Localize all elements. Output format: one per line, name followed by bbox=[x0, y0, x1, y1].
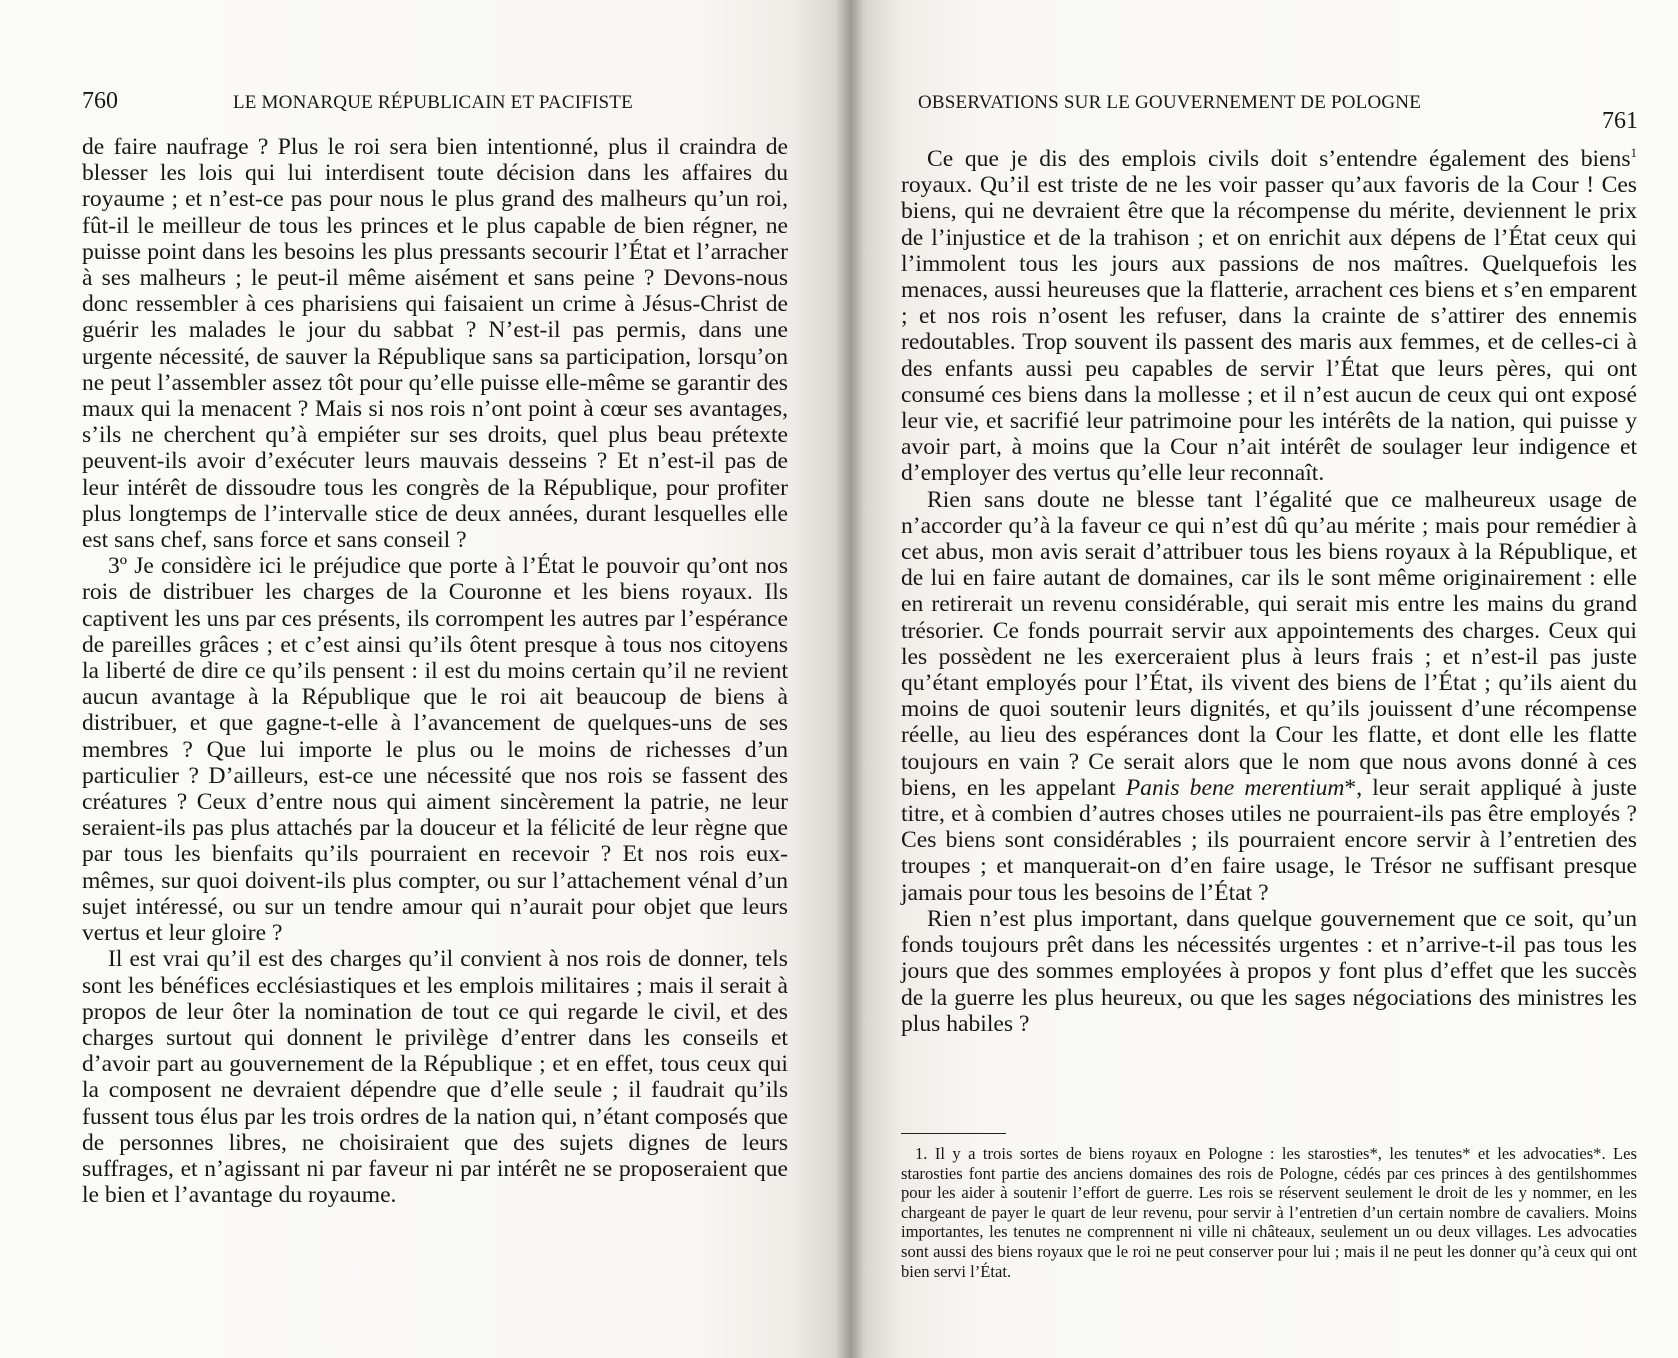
paragraph-text: Rien sans doute ne blesse tant l’égalité que ce malheureux usage de n’accorder qu’à la faveur ce qui n’est dû qu’au mérite ; mais pour remédier à cet abus, mon avis serait d’attribuer tous les biens royaux à la République, et de lui en faire autant de domaines, car ils le sont même originairement : elle en retirerait un revenu considérable, qui serait mis entre les mains du grand trésorier. Ce fonds pourrait servir aux appointements des charges. Ceux qui les possèdent ne les exerceraient plus à leurs frais ; et n’est-il pas juste qu’étant employés pour l’État, ils vivent des biens de l’État ; qu’ils aient du moins de quoi soutenir leurs dignités, et qu’ils jouissent d’une récompense réelle, au lieu des espérances dont la Cour les flatte, et dont elle les flatte toujours en vain ? Ce serait alors que le nom que nous avons donné à ces biens, en les appelant bbox=[901, 486, 1637, 801]
footnote-rule bbox=[901, 1133, 1006, 1134]
running-head: LE MONARQUE RÉPUBLICAIN ET PACIFISTE bbox=[233, 92, 633, 113]
paragraph bbox=[901, 487, 1637, 906]
paragraph-text: royaux. Qu’il est triste de ne les voir passer qu’aux favoris de la Cour ! Ces biens, qui ne devraient être que la récompense du mérite, deviennent le prix de l’injustice et de la trahison ; et on enrichit aux dépens de l’État ceux qui l’immolent tous les jours aux passions de nos maîtres. Quelquefois les menaces, aussi heureuses que la flatterie, arrachent ces biens et s’en emparent ; et nos rois n’osent les refuser, dans la crainte de s’attirer des ennemis redoutables. Trop souvent ils passent des maris aux femmes, et de celles-ci à des enfants aussi peu capables de servir l’État que leurs pères, qui ont consumé ces biens dans la mollesse ; et il n’est aucun de ceux qui ont exposé leur vie, et sacrifié leur patrimoine pour les intérêts de la nation, qui puisse y avoir part, à moins que la Cour n’ait intérêt de soulager leur indigence et d’employer des vertus qu’elle leur reconnaît. bbox=[901, 172, 1637, 487]
paragraph: Il est vrai qu’il est des charges qu’il convient à nos rois de donner, tels sont les bénéfices ecclésiastiques et les emplois militaires ; mais il serait à propos de leur ôter la nomination de tout ce qui regarde le civil, et des charges surtout qui donnent le privilège d’entrer dans les conseils et d’avoir part au gouvernement de la République ; et en effet, tous ceux qui la composent ne devraient dépendre que d’elle seule ; il faudrait qu’ils fussent tous élus par les trois ordres de la nation qui, n’étant composés que de personnes libres, ne choisiraient que des sujets dignes de leurs suffrages, et n’agissant ni par faveur ni par intérêt ne se proposeraient que le bien et l’avantage du royaume. bbox=[82, 946, 788, 1209]
paragraph-text: *, leur serait appliqué à juste titre, et à combien d’autres choses utiles ne pourraient-ils pas être employés ? Ces biens sont considérables ; ils pourraient encore servir à l’entretien des troupes ; et manquerait-on d’en faire usage, le Trésor ne suffisant presque jamais pour tous les besoins de l’État ? bbox=[901, 774, 1637, 906]
footnote: 1. Il y a trois sortes de biens royaux en Pologne : les starosties*, les tenutes* et les advocaties*. Les starosties font partie des anciens domaines des rois de Pologne, cédés par ces princes à des gentilshommes pour les aider à soutenir l’effort de guerre. Les rois se réservent seulement le droit de les y nommer, en les chargeant de payer le quart de leur revenu, pour servir à l’entretien d’un certain nombre de cavaliers. Moins importantes, les tenutes ne comprennent ni ville ni châteaux, seulement un ou deux villages. Les advocaties sont aussi des biens royaux que le roi ne peut conserver pour lui ; mais il ne peut les donner qu’à ceux qui ont bien servi l’État. bbox=[901, 1144, 1637, 1281]
page-number: 761 bbox=[1602, 108, 1638, 134]
latin-phrase: Panis bene merentium bbox=[1125, 774, 1345, 801]
right-page bbox=[850, 0, 1678, 1358]
paragraph-text: Ce que je dis des emplois civils doit s’entendre également des biens bbox=[927, 146, 1631, 172]
running-head: OBSERVATIONS SUR LE GOUVERNEMENT DE POLOGNE bbox=[918, 92, 1422, 113]
paragraph: de faire naufrage ? Plus le roi sera bien intentionné, plus il craindra de blesser les lois qui lui interdisent toute décision dans les affaires du royaume ; et n’est-ce pas pour nous le plus grand des malheurs qu’un roi, fût-il le meilleur de tous les princes et le plus capable de bien régner, ne puisse point dans les besoins les plus pressants secourir l’État et l’arracher à ses malheurs ; le peut-il même aisément et sans peine ? Devons-nous donc ressembler à ces pharisiens qui faisaient un crime à Jésus-Christ de guérir les malades le jour du sabbat ? N’est-il pas permis, dans une urgente nécessité, de sauver la République sans sa participation, lorsqu’on ne peut l’assembler assez tôt pour qu’elle puisse elle-même se garantir des maux qui la menacent ? Mais si nos rois n’ont point à cœur ses avantages, s’ils ne cherchent qu’à empiéter sur ses droits, quel plus beau prétexte peuvent-ils avoir d’exécuter leurs mauvais desseins ? Et n’est-il pas de leur intérêt de dissoudre tous les congrès de la République, pour profiter plus longtemps de l’intervalle stice de deux années, durant lesquelles elle est sans chef, sans force et sans conseil ? bbox=[82, 134, 788, 554]
paragraph: Rien n’est plus important, dans quelque gouvernement que ce soit, qu’un fonds toujours prêt dans les nécessités urgentes : et n’arrive-t-il pas tous les jours que des sommes employées à propos y font plus d’effet que les succès de la guerre les plus heureux, ou que les sages négociations des ministres les plus habiles ? bbox=[901, 905, 1637, 1037]
paragraph: 3º Je considère ici le préjudice que porte à l’État le pouvoir qu’ont nos rois de distribuer les charges de la Couronne et les biens royaux. Ils captivent les uns par ces présents, ils corrompent les autres par l’espérance de pareilles grâces ; et c’est ainsi qu’ils ôtent presque à tous nos citoyens la liberté de dire ce qu’ils pensent : il est du moins certain qu’il ne revient aucun avantage à la République que le roi ait beaucoup de biens à distribuer, et que gagne-t-elle à l’avancement de quelques-uns de ses membres ? Que lui importe le plus ou le moins de richesses d’un particulier ? D’ailleurs, est-ce une nécessité que nos rois se fassent des créatures ? Ceux d’entre nous qui aiment sincèrement la patrie, ne leur seraient-ils pas plus attachés par la douceur et la félicité de leur règne que par tous les bienfaits qu’ils pourraient en recevoir ? Et nos rois eux-mêmes, sur quoi doivent-ils plus compter, ou sur l’attachement vénal d’un sujet intéressé, ou sur un tendre amour qui n’aurait pour objet que leurs vertus et leur gloire ? bbox=[82, 553, 788, 947]
paragraph bbox=[901, 146, 1637, 487]
book-gutter bbox=[836, 0, 864, 1358]
page-number: 760 bbox=[82, 88, 118, 114]
footnote-reference: 1 bbox=[1630, 145, 1637, 161]
body-text bbox=[82, 134, 788, 1208]
body-text bbox=[901, 146, 1637, 1037]
